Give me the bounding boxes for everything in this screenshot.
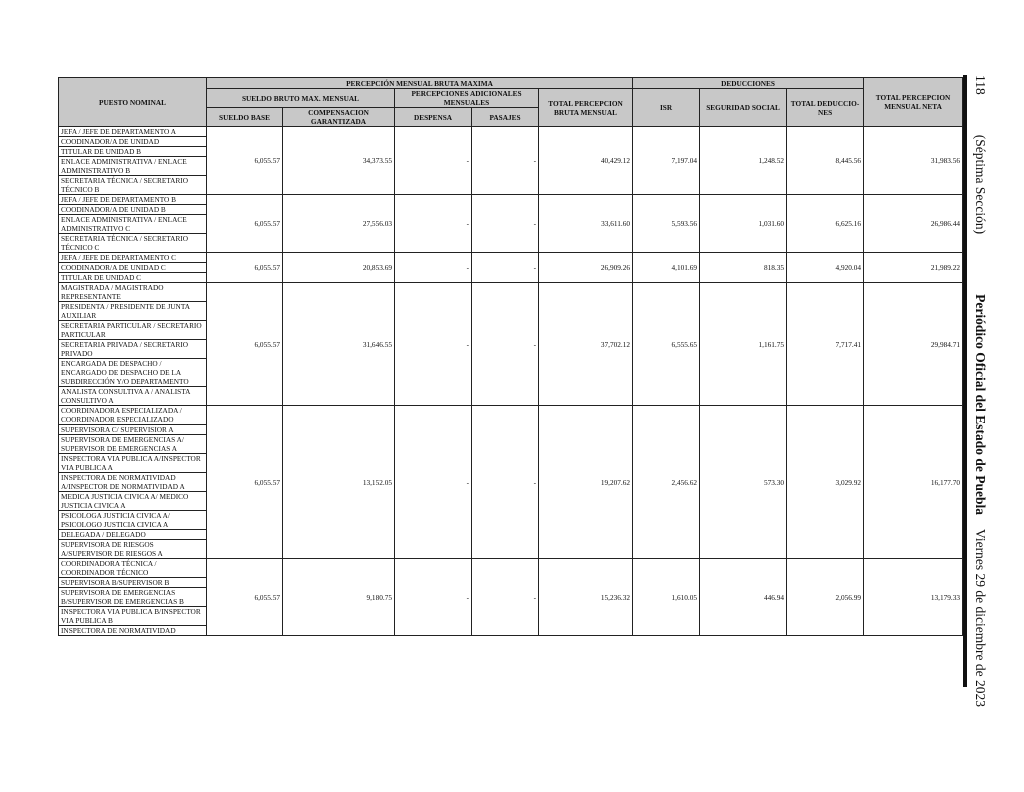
- total-bruta-cell: 26,909.26: [539, 253, 633, 283]
- total-neta-cell: 29,984.71: [864, 283, 963, 406]
- seguridad-social-cell: 446.94: [700, 559, 787, 636]
- header-total-deducciones: TOTAL DEDUCCIO-NES: [787, 89, 864, 127]
- total-bruta-cell: 15,236.32: [539, 559, 633, 636]
- header-sueldo-base: SUELDO BASE: [207, 108, 283, 127]
- table-row: [59, 253, 963, 263]
- total-bruta-cell: 33,611.60: [539, 195, 633, 253]
- margin-rule: [963, 75, 967, 687]
- header-total-neta: TOTAL PERCEPCION MENSUAL NETA: [864, 78, 963, 127]
- table-body: [59, 127, 963, 636]
- puesto-cell: TITULAR DE UNIDAD B: [59, 147, 207, 157]
- puesto-cell: ENLACE ADMINISTRATIVA / ENLACE ADMINISTRATIVO B: [59, 157, 207, 176]
- puesto-cell: INSPECTORA VIA PUBLICA B/INSPECTOR VIA PUBLICA B: [59, 607, 207, 626]
- seguridad-social-cell: 1,248.52: [700, 127, 787, 195]
- puesto-cell: COODINADOR/A DE UNIDAD: [59, 137, 207, 147]
- despensa-cell: -: [395, 559, 472, 636]
- compensacion-cell: 31,646.55: [283, 283, 395, 406]
- puesto-cell: INSPECTORA DE NORMATIVIDAD: [59, 626, 207, 636]
- header-pasajes: PASAJES: [472, 108, 539, 127]
- publication-title: Periódico Oficial del Estado de Puebla: [973, 294, 988, 515]
- isr-cell: 1,610.05: [633, 559, 700, 636]
- seguridad-social-cell: 1,031.60: [700, 195, 787, 253]
- sueldo-base-cell: 6,055.57: [207, 253, 283, 283]
- despensa-cell: -: [395, 406, 472, 559]
- publication-date: Viernes 29 de diciembre de 2023: [973, 528, 988, 707]
- total-deducciones-cell: 8,445.56: [787, 127, 864, 195]
- puesto-cell: SECRETARIA TÉCNICA / SECRETARIO TÉCNICO C: [59, 234, 207, 253]
- puesto-cell: TITULAR DE UNIDAD C: [59, 273, 207, 283]
- isr-cell: 2,456.62: [633, 406, 700, 559]
- sueldo-base-cell: 6,055.57: [207, 127, 283, 195]
- header-despensa: DESPENSA: [395, 108, 472, 127]
- table-header: [59, 78, 963, 127]
- puesto-cell: SECRETARIA PARTICULAR / SECRETARIO PARTICULAR: [59, 321, 207, 340]
- isr-cell: 6,555.65: [633, 283, 700, 406]
- pasajes-cell: -: [472, 406, 539, 559]
- puesto-cell: JEFA / JEFE DE DEPARTAMENTO B: [59, 195, 207, 205]
- compensacion-cell: 9,180.75: [283, 559, 395, 636]
- puesto-cell: SUPERVISORA DE RIESGOS A/SUPERVISOR DE RIESGOS A: [59, 540, 207, 559]
- total-bruta-cell: 19,207.62: [539, 406, 633, 559]
- puesto-cell: INSPECTORA VIA PUBLICA A/INSPECTOR VIA PUBLICA A: [59, 454, 207, 473]
- isr-cell: 4,101.69: [633, 253, 700, 283]
- header-puesto-nominal: PUESTO NOMINAL: [59, 78, 207, 127]
- puesto-cell: JEFA / JEFE DE DEPARTAMENTO A: [59, 127, 207, 137]
- puesto-cell: SUPERVISORA C/ SUPERVISIOR A: [59, 425, 207, 435]
- header-percepciones-adicionales: PERCEPCIONES ADICIONALES MENSUALES: [395, 89, 539, 108]
- total-bruta-cell: 37,702.12: [539, 283, 633, 406]
- total-neta-cell: 31,983.56: [864, 127, 963, 195]
- total-deducciones-cell: 7,717.41: [787, 283, 864, 406]
- table-row: [59, 127, 963, 137]
- puesto-cell: DELEGADA / DELEGADO: [59, 530, 207, 540]
- compensacion-cell: 27,556.03: [283, 195, 395, 253]
- puesto-cell: COORDINADORA TÉCNICA / COORDINADOR TÉCNICO: [59, 559, 207, 578]
- header-percepcion-mensual: PERCEPCIÓN MENSUAL BRUTA MAXIMA: [207, 78, 633, 89]
- sueldo-base-cell: 6,055.57: [207, 283, 283, 406]
- compensacion-cell: 13,152.05: [283, 406, 395, 559]
- table-row: [59, 406, 963, 425]
- puesto-cell: ENCARGADA DE DESPACHO / ENCARGADO DE DESPACHO DE LA SUBDIRECCIÓN Y/O DEPARTAMENTO: [59, 359, 207, 387]
- header-compensacion: COMPENSACION GARANTIZADA: [283, 108, 395, 127]
- puesto-cell: SECRETARIA TÉCNICA / SECRETARIO TÉCNICO B: [59, 176, 207, 195]
- salary-table: [58, 77, 963, 636]
- page-margin-header: [972, 75, 988, 707]
- seguridad-social-cell: 818.35: [700, 253, 787, 283]
- puesto-cell: SECRETARIA PRIVADA / SECRETARIO PRIVADO: [59, 340, 207, 359]
- puesto-cell: PSICOLOGA JUSTICIA CIVICA A/ PSICOLOGO JUSTICIA CIVICA A: [59, 511, 207, 530]
- total-neta-cell: 26,986.44: [864, 195, 963, 253]
- isr-cell: 7,197.04: [633, 127, 700, 195]
- puesto-cell: ENLACE ADMINISTRATIVA / ENLACE ADMINISTRATIVO C: [59, 215, 207, 234]
- total-deducciones-cell: 4,920.04: [787, 253, 864, 283]
- despensa-cell: -: [395, 283, 472, 406]
- puesto-cell: ANALISTA CONSULTIVA A / ANALISTA CONSULTIVO A: [59, 387, 207, 406]
- compensacion-cell: 20,853.69: [283, 253, 395, 283]
- header-sueldo-bruto: SUELDO BRUTO MAX. MENSUAL: [207, 89, 395, 108]
- total-deducciones-cell: 2,056.99: [787, 559, 864, 636]
- table-row: [59, 559, 963, 578]
- compensacion-cell: 34,373.55: [283, 127, 395, 195]
- despensa-cell: -: [395, 127, 472, 195]
- pasajes-cell: -: [472, 283, 539, 406]
- despensa-cell: -: [395, 195, 472, 253]
- total-deducciones-cell: 3,029.92: [787, 406, 864, 559]
- header-deducciones: DEDUCCIONES: [633, 78, 864, 89]
- seguridad-social-cell: 573.30: [700, 406, 787, 559]
- pasajes-cell: -: [472, 253, 539, 283]
- total-neta-cell: 16,177.70: [864, 406, 963, 559]
- puesto-cell: PRESIDENTA / PRESIDENTE DE JUNTA AUXILIAR: [59, 302, 207, 321]
- header-isr: ISR: [633, 89, 700, 127]
- table-row: [59, 195, 963, 205]
- total-bruta-cell: 40,429.12: [539, 127, 633, 195]
- puesto-cell: MAGISTRADA / MAGISTRADO REPRESENTANTE: [59, 283, 207, 302]
- puesto-cell: COORDINADORA ESPECIALIZADA / COORDINADOR ESPECIALIZADO: [59, 406, 207, 425]
- puesto-cell: SUPERVISORA DE EMERGENCIAS B/SUPERVISOR DE EMERGENCIAS B: [59, 588, 207, 607]
- seguridad-social-cell: 1,161.75: [700, 283, 787, 406]
- puesto-cell: COODINADOR/A DE UNIDAD C: [59, 263, 207, 273]
- pasajes-cell: -: [472, 559, 539, 636]
- isr-cell: 5,593.56: [633, 195, 700, 253]
- page-number: 118: [973, 75, 988, 95]
- puesto-cell: INSPECTORA DE NORMATIVIDAD A/INSPECTOR DE NORMATIVIDAD A: [59, 473, 207, 492]
- despensa-cell: -: [395, 253, 472, 283]
- header-seguridad-social: SEGURIDAD SOCIAL: [700, 89, 787, 127]
- sueldo-base-cell: 6,055.57: [207, 195, 283, 253]
- puesto-cell: COODINADOR/A DE UNIDAD B: [59, 205, 207, 215]
- pasajes-cell: -: [472, 195, 539, 253]
- puesto-cell: JEFA / JEFE DE DEPARTAMENTO C: [59, 253, 207, 263]
- puesto-cell: SUPERVISORA B/SUPERVISOR B: [59, 578, 207, 588]
- table-row: [59, 283, 963, 302]
- sueldo-base-cell: 6,055.57: [207, 559, 283, 636]
- puesto-cell: SUPERVISORA DE EMERGENCIAS A/ SUPERVISOR DE EMERGENCIAS A: [59, 435, 207, 454]
- sueldo-base-cell: 6,055.57: [207, 406, 283, 559]
- total-neta-cell: 21,989.22: [864, 253, 963, 283]
- section-label: (Séptima Sección): [973, 134, 988, 235]
- total-deducciones-cell: 6,625.16: [787, 195, 864, 253]
- total-neta-cell: 13,179.33: [864, 559, 963, 636]
- pasajes-cell: -: [472, 127, 539, 195]
- puesto-cell: MEDICA JUSTICIA CIVICA A/ MEDICO JUSTICIA CIVICA A: [59, 492, 207, 511]
- header-total-percepcion-bruta: TOTAL PERCEPCION BRUTA MENSUAL: [539, 89, 633, 127]
